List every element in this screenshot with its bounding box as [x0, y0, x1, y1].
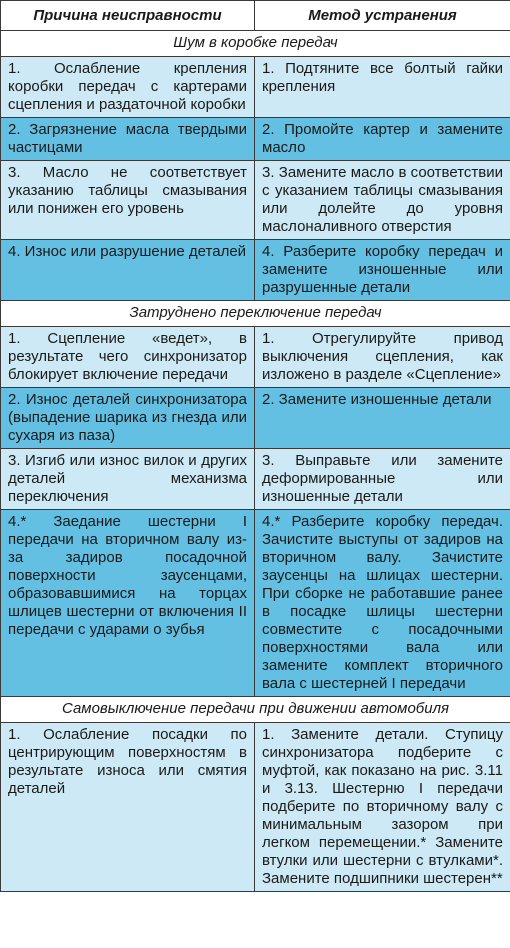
cause-cell: 1. Сцепление «ведет», в результате чего синхронизатор блокирует включение передачи — [1, 327, 255, 388]
cause-cell: 1. Ослабление посадки по центрирующим поверхностям в результате износа или смятия деталей — [1, 723, 255, 892]
remedy-cell: 3. Выправьте или замените деформированные или изношенные детали — [255, 449, 510, 510]
cause-cell: 3. Изгиб или износ вилок и других деталей механизма переключения — [1, 449, 255, 510]
cause-cell: 3. Масло не соответствует указанию таблицы смазывания или понижен его уровень — [1, 161, 255, 240]
remedy-cell: 1. Замените детали. Ступицу синхронизатора подберите с муфтой, как показано на рис. 3.11 и 3.13. Шестерню I передачи подберите по вторичному валу с минимальным зазором при легком перемещении.* Замените втулки или шестерни с втулками*. Замените подшипники шестерен** — [255, 723, 510, 892]
section-row — [1, 697, 510, 723]
section-title: Затруднено переключение передач — [1, 301, 510, 327]
cause-cell: 2. Загрязнение масла твердыми частицами — [1, 118, 255, 161]
header-cause: Причина неисправности — [1, 1, 255, 31]
table-row — [1, 240, 510, 301]
table-row — [1, 388, 510, 449]
cause-cell: 2. Износ деталей синхронизатора (выпадение шарика из гнезда или сухаря из паза) — [1, 388, 255, 449]
remedy-cell: 3. Замените масло в соответствии с указанием таблицы смазывания или долейте до уровня маслоналивного отверстия — [255, 161, 510, 240]
table-row — [1, 327, 510, 388]
header-remedy: Метод устранения — [255, 1, 510, 31]
section-title: Шум в коробке передач — [1, 31, 510, 57]
remedy-cell: 2. Замените изношенные детали — [255, 388, 510, 449]
remedy-cell: 4.* Разберите коробку передач. Зачистите выступы от задиров на вторичном валу. Зачистите заусенцы на шлицах шестерни. При сборке не работавшие ранее в посадке шлицы шестерни совместите с посадочными поверхностями вала или замените комплект вторичного вала с шестерней I передачи — [255, 510, 510, 697]
section-row — [1, 301, 510, 327]
remedy-cell: 4. Разберите коробку передач и замените изношенные или разрушенные детали — [255, 240, 510, 301]
cause-cell: 4. Износ или разрушение деталей — [1, 240, 255, 301]
table-header-row — [1, 1, 510, 31]
cause-cell: 4.* Заедание шестерни I передачи на вторичном валу из-за задиров посадочной поверхности заусенцами, образовавшимися на торцах шлицев шестерни от включения II передачи с ударами о зубья — [1, 510, 255, 697]
remedy-cell: 1. Отрегулируйте привод выключения сцепления, как изложено в разделе «Сцепление» — [255, 327, 510, 388]
cause-cell: 1. Ослабление крепления коробки передач с картерами сцепления и раздаточной коробки — [1, 57, 255, 118]
table-row — [1, 723, 510, 892]
remedy-cell: 2. Промойте картер и замените масло — [255, 118, 510, 161]
table-row — [1, 449, 510, 510]
table-row — [1, 118, 510, 161]
section-title: Самовыключение передачи при движении автомобиля — [1, 697, 510, 723]
remedy-cell: 1. Подтяните все болтый гайки крепления — [255, 57, 510, 118]
section-row — [1, 31, 510, 57]
table-row — [1, 57, 510, 118]
table-row — [1, 161, 510, 240]
table-row — [1, 510, 510, 697]
